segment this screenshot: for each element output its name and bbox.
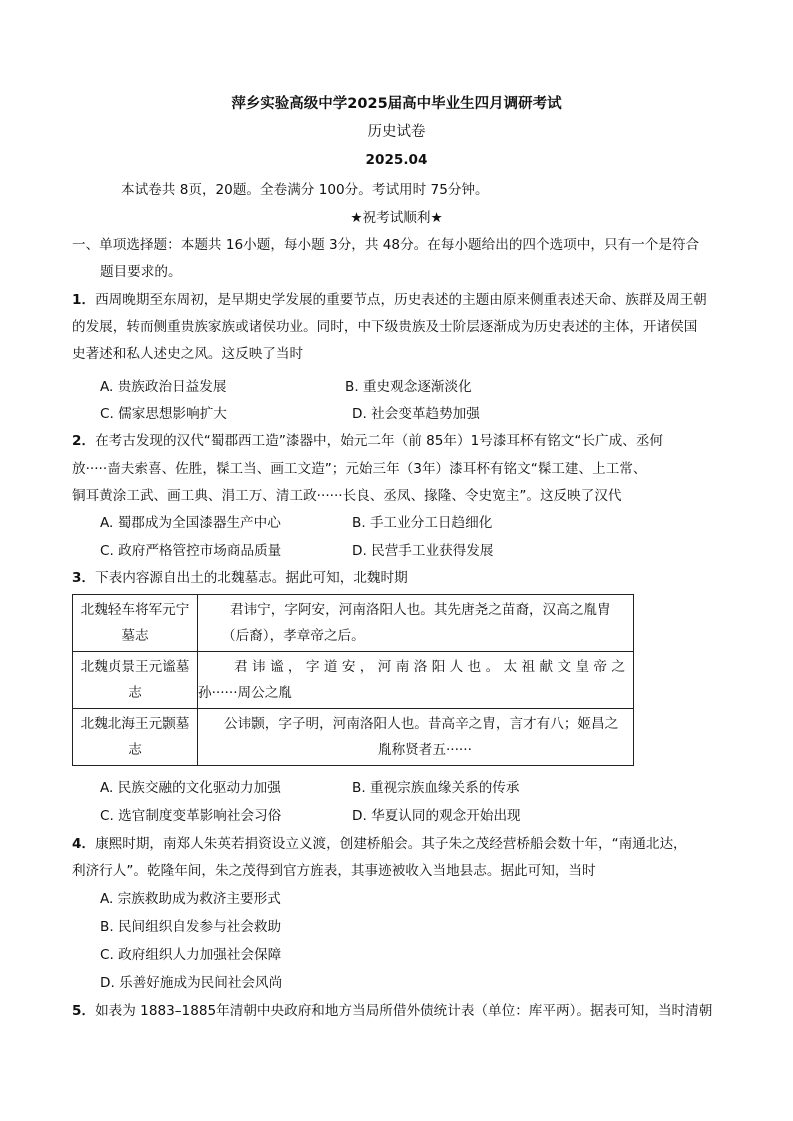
- question-3-option-c[interactable]: C. 选官制度变革影响社会习俗: [100, 808, 282, 824]
- question-4-option-b[interactable]: B. 民间组织自发参与社会救助: [100, 919, 282, 935]
- question-3-number: 3．: [72, 570, 96, 586]
- question-1-number: 1．: [72, 292, 96, 308]
- exam-intro: 本试卷共 8页，20题。全卷满分 100分。考试用时 75分钟。: [121, 182, 489, 198]
- question-4-option-d[interactable]: D. 乐善好施成为民间社会风尚: [100, 975, 283, 991]
- question-3-option-d[interactable]: D. 华夏认同的观念开始出现: [352, 808, 521, 824]
- cell-text: 墓志: [121, 628, 149, 644]
- table-cell-text: [198, 652, 634, 709]
- question-1-line-2: 的发展，转而侧重贵族家族或诸侯功业。同时，中下级贵族及士阶层逐渐成为历史表述的主体，开诸侯国: [72, 319, 698, 335]
- question-5-number: 5．: [72, 1003, 96, 1019]
- section-heading: 一、单项选择题：本题共 16小题，每小题 3分，共 48分。在每小题给出的四个选项中，只有一个是符合: [72, 237, 700, 253]
- question-2-line-1: [72, 431, 663, 451]
- question-1-option-b[interactable]: B. 重史观念逐渐淡化: [345, 379, 472, 395]
- question-3-line-1: [72, 568, 408, 588]
- exam-title: 萍乡实验高级中学2025届高中毕业生四月调研考试: [231, 96, 562, 112]
- epitaph-table: [72, 594, 634, 766]
- cell-text: （后裔），孝章帝之后。: [222, 628, 365, 644]
- cell-text: 公讳颢，字子明，河南洛阳人也。昔高辛之胄，言才有八；姬昌之: [224, 716, 619, 732]
- question-5-text: 如表为 1883–1885年清朝中央政府和地方当局所借外债统计表（单位：库平两）。据表可知，当时清朝: [95, 1003, 713, 1019]
- question-2-line-3: 铜耳黄涂工武、画工典、涓工万、清工政······长良、丞凤、掾隆、令史宽主”。这反映了汉代: [72, 488, 622, 504]
- question-1-text: 西周晚期至东周初，是早期史学发展的重要节点，历史表述的主题由原来侧重表述天命、族群及周王朝: [95, 292, 707, 308]
- question-2-option-c[interactable]: C. 政府严格管控市场商品质量: [100, 543, 282, 559]
- question-2-text: 在考古发现的汉代“蜀郡西工造”漆器中，始元二年（前 85年）1号漆耳杯有铭文“长广成、丞何: [95, 433, 664, 449]
- table-cell-name: [73, 595, 198, 652]
- question-1-option-c[interactable]: C. 儒家思想影响扩大: [100, 406, 227, 422]
- section-heading-cont: 题目要求的。: [100, 264, 182, 280]
- question-3-text: 下表内容源自出土的北魏墓志。据此可知，北魏时期: [95, 570, 408, 586]
- cell-text: 胤称贤者五······: [378, 742, 472, 758]
- table-row: [73, 595, 634, 652]
- cell-text: 孙······周公之胤: [198, 685, 292, 701]
- question-5-line-1: [72, 1001, 712, 1021]
- question-2-option-a[interactable]: A. 蜀郡成为全国漆器生产中心: [100, 515, 281, 531]
- question-1-option-a[interactable]: A. 贵族政治日益发展: [100, 379, 227, 395]
- question-4-option-a[interactable]: A. 宗族救助成为救济主要形式: [100, 891, 281, 907]
- exam-date: 2025.04: [365, 152, 428, 168]
- table-cell-text: [198, 595, 634, 652]
- table-row: [73, 709, 634, 766]
- cell-text: 北魏北海王元颢墓: [80, 716, 190, 732]
- question-1-option-d[interactable]: D. 社会变革趋势加强: [352, 406, 480, 422]
- question-2-line-2: 放·····啬夫索喜、佐胜，髹工当、画工文造”；元始三年（3年）漆耳杯有铭文“髹工建、上工常、: [72, 461, 647, 477]
- cell-text: 志: [128, 685, 142, 701]
- cell-text: 北魏轻车将军元宁: [80, 602, 190, 618]
- cell-text: 志: [128, 742, 142, 758]
- question-2-option-d[interactable]: D. 民营手工业获得发展: [352, 543, 494, 559]
- question-4-number: 4．: [72, 836, 96, 852]
- cell-text: 北魏贞景王元谧墓: [80, 659, 190, 675]
- table-cell-text: [198, 709, 634, 766]
- question-4-text: 康熙时期，南郑人朱英若捐资设立义渡，创建桥船会。其子朱之茂经营桥船会数十年，“南通北达，: [95, 836, 687, 852]
- question-1-line-1: [72, 290, 707, 310]
- cell-text: 君讳宁，字阿安，河南洛阳人也。其先唐尧之苗裔，汉高之胤胄: [230, 602, 611, 618]
- table-cell-name: [73, 652, 198, 709]
- cell-text: 君讳谧，字道安，河南洛阳人也。太祖献文皇帝之: [234, 659, 629, 675]
- question-2-option-b[interactable]: B. 手工业分工日趋细化: [352, 515, 493, 531]
- question-2-number: 2．: [72, 433, 96, 449]
- question-4-option-c[interactable]: C. 政府组织人力加强社会保障: [100, 947, 282, 963]
- question-1-line-3: 史著述和私人述史之风。这反映了当时: [72, 346, 304, 362]
- good-luck-wish: ★祝考试顺利★: [350, 210, 443, 226]
- question-4-line-1: [72, 834, 687, 854]
- exam-subject: 历史试卷: [367, 124, 426, 140]
- question-3-option-a[interactable]: A. 民族交融的文化驱动力加强: [100, 780, 281, 796]
- question-3-option-b[interactable]: B. 重视宗族血缘关系的传承: [352, 780, 520, 796]
- question-4-line-2: 利济行人”。乾隆年间，朱之茂得到官方旌表，其事迹被收入当地县志。据此可知，当时: [72, 863, 596, 879]
- table-row: [73, 652, 634, 709]
- table-cell-name: [73, 709, 198, 766]
